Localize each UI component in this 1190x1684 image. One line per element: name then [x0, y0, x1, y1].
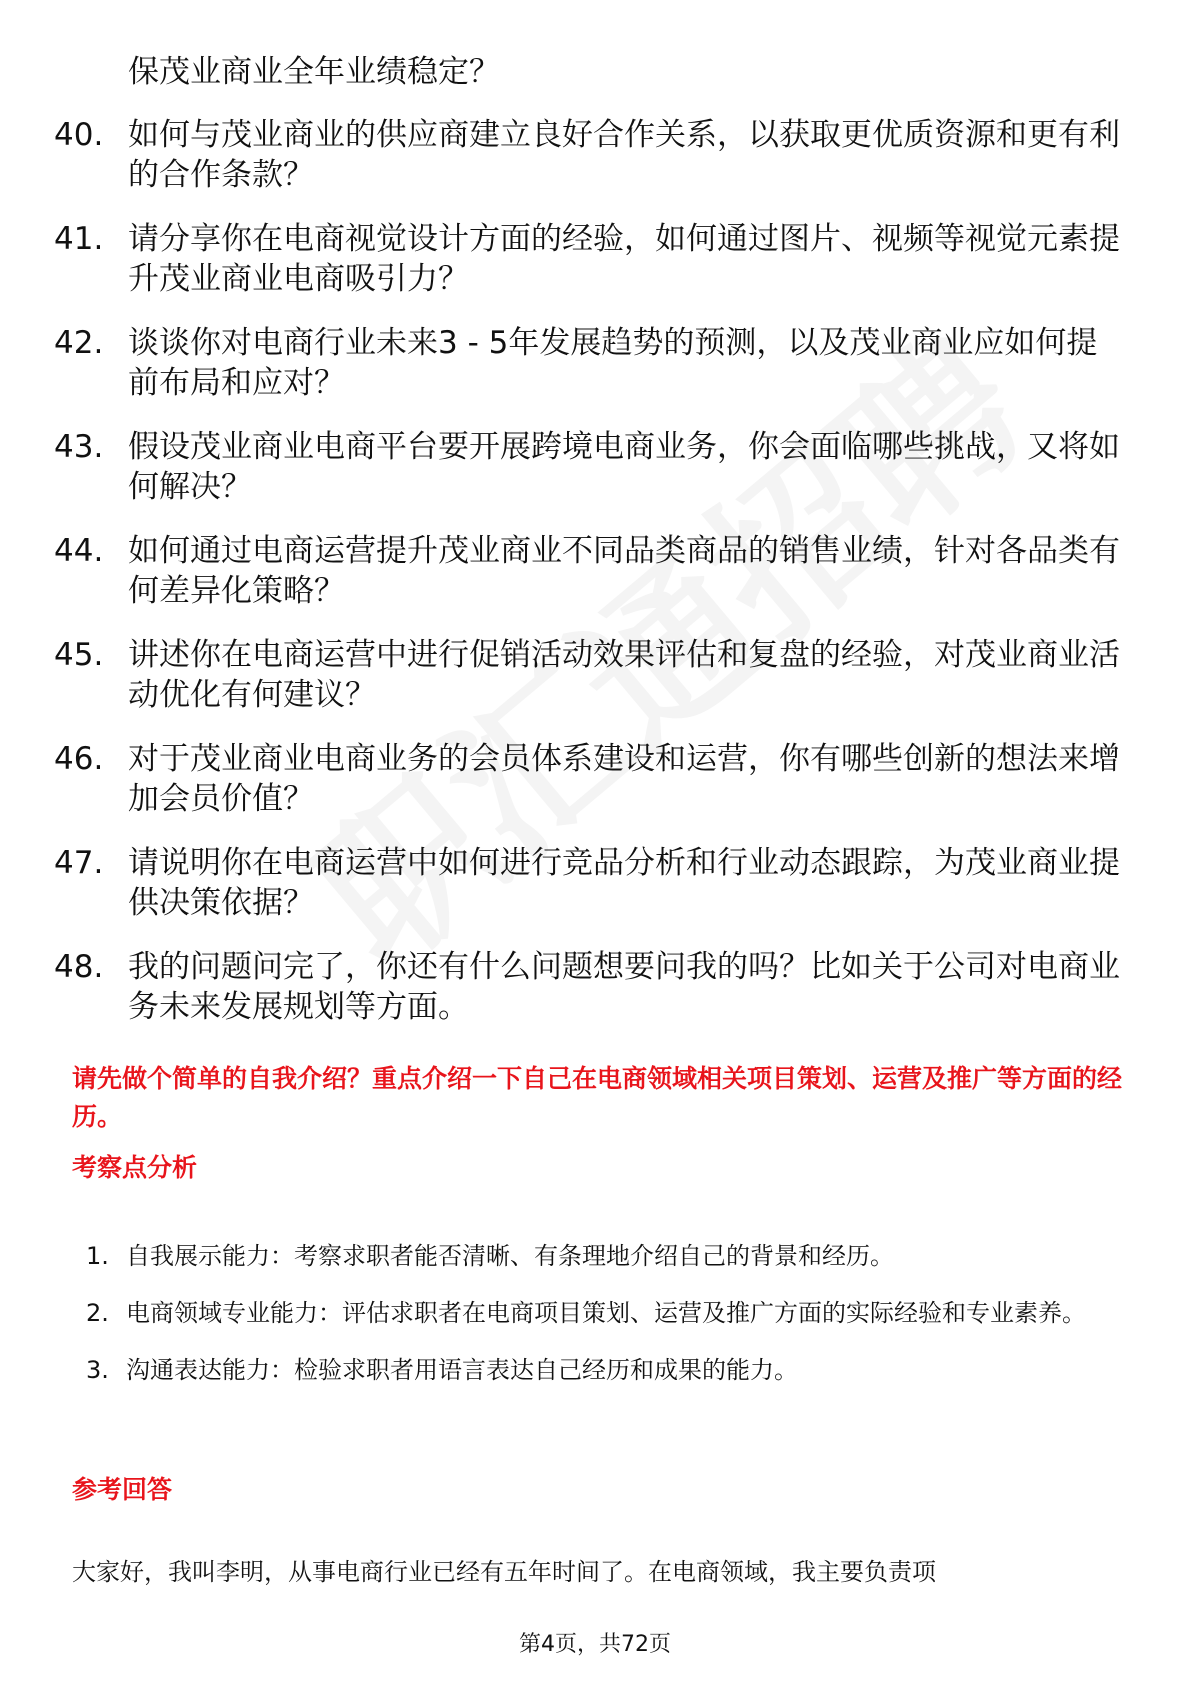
question-item — [54, 219, 1144, 299]
question-text: 请分享你在电商视觉设计方面的经验，如何通过图片、视频等视觉元素提升茂业商业电商吸引力？ — [128, 221, 1120, 297]
question-item — [54, 323, 1144, 403]
question-item — [54, 843, 1144, 923]
analysis-number: 3. — [86, 1356, 109, 1384]
question-item — [54, 947, 1144, 1027]
answer-paragraph: 大家好，我叫李明，从事电商行业已经有五年时间了。在电商领域，我主要负责项 — [72, 1558, 936, 1586]
page-footer: 第4页，共72页 — [519, 1632, 671, 1657]
question-text: 如何与茂业商业的供应商建立良好合作关系，以获取更优质资源和更有利的合作条款？ — [128, 117, 1120, 193]
question-number: 42. — [54, 325, 104, 361]
question-item — [54, 635, 1144, 715]
question-number: 43. — [54, 429, 104, 465]
question-item — [54, 427, 1144, 507]
analysis-number: 1. — [86, 1242, 109, 1270]
question-text: 我的问题问完了，你还有什么问题想要问我的吗？比如关于公司对电商业务未来发展规划等方面。 — [128, 949, 1120, 1025]
question-item — [54, 739, 1144, 819]
question-text: 讲述你在电商运营中进行促销活动效果评估和复盘的经验，对茂业商业活动优化有何建议？ — [128, 637, 1120, 713]
question-text: 谈谈你对电商行业未来3 - 5年发展趋势的预测，以及茂业商业应如何提前布局和应对？ — [128, 325, 1098, 401]
question-number: 41. — [54, 221, 104, 257]
section-question-heading: 请先做个简单的自我介绍？重点介绍一下自己在电商领域相关项目策划、运营及推广等方面的经历。 — [72, 1064, 1123, 1131]
analysis-item — [86, 1228, 1146, 1285]
question-number: 47. — [54, 845, 104, 881]
question-text: 如何通过电商运营提升茂业商业不同品类商品的销售业绩，针对各品类有何差异化策略？ — [128, 533, 1120, 609]
analysis-text: 沟通表达能力：检验求职者用语言表达自己经历和成果的能力。 — [126, 1356, 798, 1384]
analysis-text: 电商领域专业能力：评估求职者在电商项目策划、运营及推广方面的实际经验和专业素养。 — [126, 1299, 1086, 1327]
question-text: 假设茂业商业电商平台要开展跨境电商业务，你会面临哪些挑战，又将如何解决？ — [128, 429, 1120, 505]
question-number: 44. — [54, 533, 104, 569]
question-list — [54, 115, 1144, 1051]
question-text: 对于茂业商业电商业务的会员体系建设和运营，你有哪些创新的想法来增加会员价值？ — [128, 741, 1120, 817]
analysis-heading: 考察点分析 — [72, 1153, 198, 1182]
answer-heading: 参考回答 — [72, 1475, 173, 1504]
question-number: 46. — [54, 741, 104, 777]
question-number: 40. — [54, 117, 104, 153]
question-continuation: 保茂业商业全年业绩稳定？ — [128, 54, 500, 90]
question-text: 请说明你在电商运营中如何进行竞品分析和行业动态跟踪，为茂业商业提供决策依据？ — [128, 845, 1120, 921]
analysis-text: 自我展示能力：考察求职者能否清晰、有条理地介绍自己的背景和经历。 — [126, 1242, 894, 1270]
question-number: 48. — [54, 949, 104, 985]
question-number: 45. — [54, 637, 104, 673]
analysis-item — [86, 1342, 1146, 1399]
question-item — [54, 531, 1144, 611]
analysis-list — [86, 1228, 1146, 1399]
analysis-item — [86, 1285, 1146, 1342]
question-item — [54, 115, 1144, 195]
analysis-number: 2. — [86, 1299, 109, 1327]
